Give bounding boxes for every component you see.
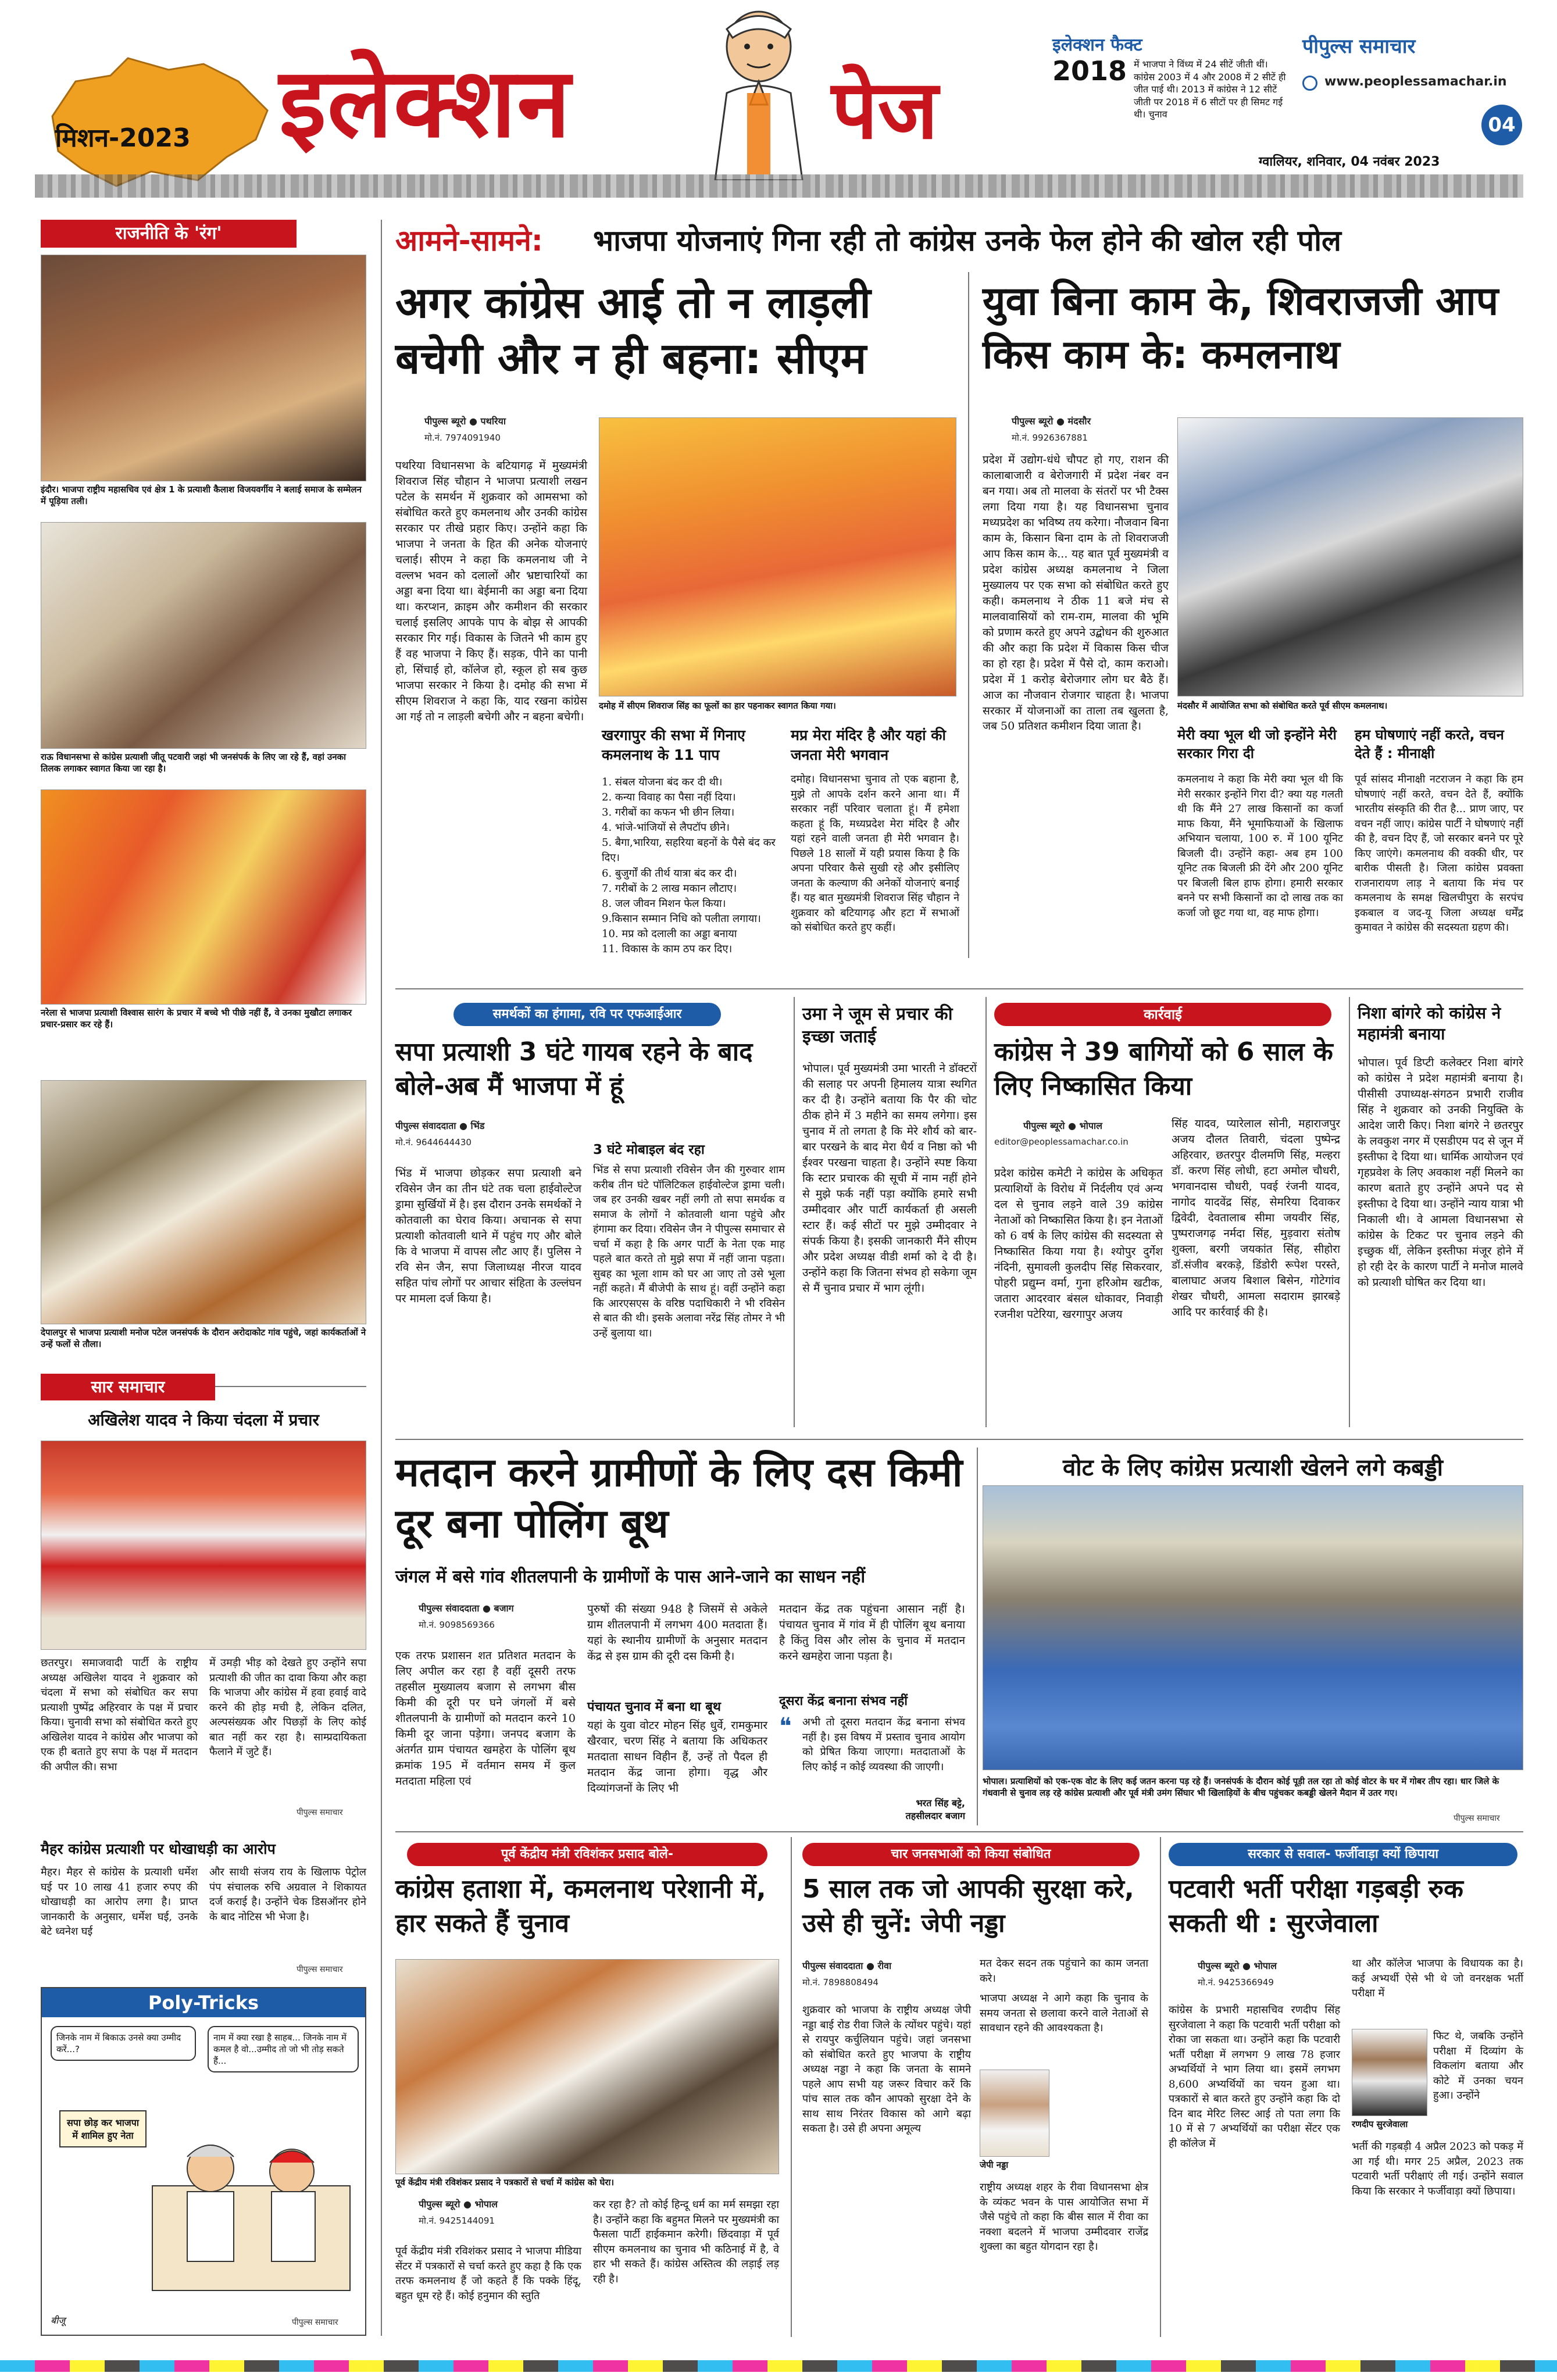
cartoon-bubble-right: नाम में क्या रखा है साहब... जिनके नाम में कमल है वो...उम्मीद तो जो भी तोड़ सकते हैं... (208, 2026, 359, 2072)
maihar-text-col2: और साथी संजय राय के खिलाफ पेट्रोल पंप संचालक रुचि अग्रवाल ने शिकायत दर्ज कराई है। उन्होंने चेक डिसऑनर होने के बाद नोटिस भी भेजा है। (209, 1866, 366, 1923)
sidebar-photo-3 (41, 789, 366, 1005)
congress-email[interactable]: editor@peoplessamachar.co.in (994, 1137, 1129, 1147)
congress-headline: कांग्रेस ने 39 बागियों को 6 साल के लिए निष्कासित किया (994, 1037, 1333, 1102)
section-divider (395, 988, 1523, 989)
akhilesh-text-col1: छतरपुर। समाजवादी पार्टी के राष्ट्रीय अध्यक्ष अखिलेश यादव ने शुक्रवार को चंदला में सभा को संबोधित कर सपा प्रत्याशी पुष्पेंद्र अहिरवार के पक्ष में प्रचार किया। चुनावी सभा को संबोधित करते हुए अखिलेश यादव ने कांग्रेस और भाजपा को एक ही बताते हुए सपा के पक्ष में मतदान की अपील की। सभा (41, 1657, 198, 1773)
sidebar-caption-4: देपालपुर से भाजपा प्रत्याशी मनोज पटेल जनसंपर्क के दौरान अरोदाकोट गांव पहुंचे, जहां कार्यकर्ताओं ने उन्हें फलों से तौला। (41, 1327, 366, 1349)
cm-byline: पीपुल्स ब्यूरो ● पथरिया (424, 416, 506, 427)
polling-text-col2b: यहां के युवा वोटर मोहन सिंह धुर्वे, रामकुमार खैरवार, चरण सिंह ने बताया कि अधिकतर मतदाता साधन विहीन हैं, उन्हें तो पैदल ही मतदान केंद्र जाना होगा। वृद्ध और दिव्यांगजनों के लिए भी (587, 1719, 767, 1795)
maihar-headline: मैहर कांग्रेस प्रत्याशी पर धोखाधड़ी का आरोप (41, 1841, 276, 1857)
patwari-text-col2a: था और कॉलेज भाजपा के विधायक का है। कई अभ्यर्थी ऐसे भी थे जो वनरक्षक भर्ती परीक्षा में (1352, 1957, 1523, 2000)
polling-text-col1: एक तरफ प्रशासन शत प्रतिशत मतदान के लिए अपील कर रहा है वहीं दूसरी तरफ तहसील मुख्यालय बजाग से लगभग बीस किमी की दूरी पर घने जंगलों में बसे शीतलपानी के ग्रामीणों को मतदान करने 10 किमी दूर जाना पड़ेगा। जनपद बजाग के अंतर्गत ग्राम पंचायत खमहेरा के पोलिंग बूथ क्रमांक 195 में वर्तमान समय में कुल मतदाता महिला एवं (395, 1649, 576, 1788)
quote-icon: ❝ (779, 1713, 792, 1740)
color-registration-bar (0, 2360, 1557, 2372)
list-item: 10. मप्र को दलाली का अड्डा बनाया (602, 927, 737, 940)
congress-text-col1: प्रदेश कांग्रेस कमेटी ने कांग्रेस के अधिकृत प्रत्याशियों के विरोध में निर्दलीय एवं अन्य दल से चुनाव लड़ने वाले 39 कांग्रेस नेताओं को निष्कासित किया है। इन नेताओं को 6 वर्ष के लिए कांग्रेस की सदस्यता से निष्कासित किया गया है। श्योपुर दुर्गेश नंदिनी, सुमावली कुलदीप सिंह सिकरवार, पोहरी प्रद्युम्न वर्मा, गुना हरिओम खटीक, जतारा आदरवार बंसल धोकावर, निवाड़ी रजनीश पटेरिया, खरगापुर अजय (994, 1167, 1163, 1321)
nadda-text-col2b: भाजपा अध्यक्ष ने आगे कहा कि चुनाव के समय जनता से छलावा करने वाले नेताओं से सावधान रहने की आवश्यकता है। (980, 1992, 1148, 2035)
list-item: 1. संबल योजना बंद कर दी थी। (602, 776, 723, 788)
nadda-photo-label: जेपी नड्डा (980, 2160, 1009, 2170)
ravi-mobile: मो.नं. 9425144091 (419, 2215, 495, 2226)
kabaddi-source: पीपुल्स समाचार (1454, 1814, 1500, 1823)
cm-photo-caption: दमोह में सीएम शिवराज सिंह का फूलों का हार पहनाकर स्वागत किया गया। (599, 701, 836, 711)
section-divider (395, 1831, 1523, 1832)
poly-tricks-title: Poly-Tricks (42, 1988, 365, 2017)
list-item: 11. विकास के काम ठप कर दिए। (602, 943, 733, 956)
nadda-text-col2a: मत देकर सदन तक पहुंचाने का काम जनता करे। (980, 1957, 1148, 1985)
kamalnath-byline: पीपुल्स ब्यूरो ● मंदसौर (1012, 416, 1091, 427)
cm-box2-title: मप्र मेरा मंदिर है और यहां की जनता मेरी भगवान (791, 727, 946, 763)
sp-body-text: भिंड में भाजपा छोड़कर सपा प्रत्याशी बने रविसेन जैन का तीन घंटे तक चला हाईवोल्टेज ड्रामा सुर्खियों में है। इस दौरान उनके समर्थकों ने कोतवाली का घेराव किया। अचानक से सपा प्रत्याशी कोतवाली थाने में पहुंच गए और बोले कि वे भाजपा में वापस लौट आए हैं। पुलिस ने रवि सेन जैन, सपा जिलाध्यक्ष नीरज यादव सहित पांच लोगों पर आचार संहिता के उल्लंघन पर मामला दर्ज किया है। (395, 1167, 581, 1305)
akhilesh-source: पीपुल्स समाचार (297, 1808, 343, 1817)
row3 (395, 1448, 1523, 1831)
top-story-kicker: आमने-सामने: (395, 224, 543, 258)
dateline: ग्वालियर, शनिवार, 04 नवंबर 2023 (1259, 155, 1440, 169)
ravi-headline: कांग्रेस हताशा में, कमलनाथ परेशानी में, हार सकते हैं चुनाव (395, 1874, 766, 1939)
masthead-title-part1: इलेक्शन (279, 47, 572, 159)
cm-box1-list (602, 775, 776, 957)
polling-mobile: मो.नं. 9098569366 (419, 1620, 495, 1630)
cm-headline: अगर कांग्रेस आई तो न लाड़ली बचेगी और न ही बहना: सीएम (395, 278, 871, 384)
divider (215, 1386, 366, 1387)
top-story (395, 220, 1523, 975)
sp-headline: सपा प्रत्याशी 3 घंटे गायब रहने के बाद बोले-अब मैं भाजपा में हूं (395, 1037, 753, 1102)
cm-box2-text: दमोह। विधानसभा चुनाव तो एक बहाना है, मुझे तो आपके दर्शन करने आना था। मैं सरकार नहीं परिवार चलाता हूं। मैं हमेशा कहता हूं कि, मध्यप्रदेश मेरा मंदिर है और यहां रहने वाली जनता ही मेरी भगवान है। पिछले 18 सालों में यही प्रयास किया है कि अपना परिवार कैसे सुखी रहे और इसीलिए जनता के कल्याण की अनेकों योजनाएं बनाई हैं। यह बात मुख्यमंत्री शिवराज सिंह चौहान ने शुक्रवार को बटियागढ़ और हटा में सभाओं को संबोधित करते हुए कहीं। (791, 773, 959, 934)
kamalnath-box2-title: हम घोषणाएं नहीं करते, वचन देते हैं : मीनाक्षी (1355, 727, 1504, 762)
list-item: 2. कन्या विवाह का पैसा नहीं दिया। (602, 791, 736, 804)
polling-subhead-2: दूसरा केंद्र बनाना संभव नहीं (779, 1694, 908, 1709)
cm-photo (599, 417, 956, 696)
ravi-text-col2: कर रहा है? तो कोई हिन्दू धर्म का मर्म समझा रहा है। उन्होंने कहा कि बहुमत मिलने पर मुख्यमंत्री का फैसला पार्टी हाईकमान करेगी। छिंदवाड़ा में पूर्व सीएम कमलनाथ का चुनाव भी कठिनाई में है, वे हार भी सकते हैं। कांग्रेस अस्तित्व की लड़ाई लड़ रही है। (593, 2199, 779, 2285)
kamalnath-box1-text: कमलनाथ ने कहा कि मेरी क्या भूल थी कि मेरी सरकार इन्होंने गिरा दी? क्या यह गलती थी कि मैंने 27 लाख किसानों का कर्जा माफ किया, मैंने भूमाफियाओं के खिलाफ अभियान चलाया, 100 रु. में 100 यूनिट बिजली दी। उन्होंने कहा- अब हम 100 यूनिट तक बिजली फ्री देंगे और 200 यूनिट पर बिजली बिल हाफ होगा। हमारी सरकार बनने पर सभी किसानों का दो लाख तक का कर्जा जो छूट गया था, वह माफ होगा। (1177, 773, 1343, 919)
column-divider (1160, 1837, 1161, 2337)
cartoon-drawing (147, 2104, 362, 2302)
cm-mobile: मो.नं. 7974091940 (424, 433, 501, 443)
patwari-byline: पीपुल्स ब्यूरो ● भोपाल (1198, 1960, 1277, 1971)
list-item: 7. गरीबों के 2 लाख मकान लौटाए। (602, 882, 737, 895)
column-divider (794, 997, 795, 1427)
sidebar-section-title: राजनीति के 'रंग' (41, 220, 297, 248)
cartoon-bubble-left: जिनके नाम में बिकाऊ उनसे क्या उम्मीद करें...? (51, 2026, 196, 2061)
akhilesh-photo (41, 1441, 366, 1650)
column-divider (968, 272, 969, 958)
patwari-text-col2b: फिट थे, जबकि उन्होंने परीक्षा में दिव्यांग के विकलांग बताया और कोटे में उनका चयन हुआ। उन्होंने (1433, 2030, 1523, 2102)
crowd-silhouette-strip (35, 174, 1523, 198)
polling-subhead-1: पंचायत चुनाव में बना था बूथ (587, 1700, 721, 1714)
sidebar-photo-4 (41, 1080, 366, 1324)
cartoon-source: पीपुल्स समाचार (292, 2318, 338, 2327)
mission-badge: मिशन-2023 (55, 123, 191, 153)
list-item: 9.किसान सम्मान निधि को पलीता लगाया। (602, 912, 761, 925)
nadda-text-col2c: राष्ट्रीय अध्यक्ष शहर के रीवा विधानसभा क्षेत्र के व्यंकट भवन के पास आयोजित सभा में जैसे पहुंचे तो कहा कि बीस साल में रीवा का नक्शा बदलने में भाजपा उम्मीदवार राजेंद्र शुक्ला का बहुत योगदान रहा है। (980, 2181, 1148, 2253)
kabaddi-photo (983, 1485, 1523, 1770)
ravi-byline: पीपुल्स ब्यूरो ● भोपाल (419, 2199, 498, 2210)
sidebar-photo-2 (41, 522, 366, 749)
masthead (0, 0, 1557, 198)
nadda-photo (980, 2070, 1049, 2157)
sp-subhead: 3 घंटे मोबाइल बंद रहा (593, 1142, 705, 1157)
kamalnath-box2-text: पूर्व सांसद मीनाक्षी नटराजन ने कहा कि हम घोषणाएं नहीं करते, वचन देते हैं, क्योंकि भारतीय संस्कृति की रीत है... प्राण जाए, पर वचन नहीं जाए। कांग्रेस पार्टी ने घोषणाएं नहीं की है, वचन दिए हैं, जो सरकार बनने पर पूरे किए जाएंगे। कमलनाथ की वक्की धीर, पर बारीक पीसती है। जिला कांग्रेस प्रवक्ता राजनारायण लाड़ ने बताया कि मंच पर कमलनाथ के समक्ष खिलचीपुरा के सरपंच इकबाल व जद-यू जिला अध्यक्ष धर्मेंद्र कुमावत ने कांग्रेस की सदस्यता ग्रहण की। (1355, 773, 1523, 934)
patwari-headline: पटवारी भर्ती परीक्षा गड़बड़ी रुक सकती थी : सुरजेवाला (1169, 1874, 1463, 1939)
kamalnath-headline: युवा बिना काम के, शिवराजजी आप किस काम के: कमलनाथ (983, 278, 1499, 378)
kabaddi-caption: भोपाल। प्रत्याशियों को एक-एक वोट के लिए कई जतन करना पड़ रहे हैं। जनसंपर्क के दौरान कोई पूड़ी तल रहा तो कोई वोटर के घर में गोबर तीप रहा। धार जिले के गंधवानी से चुनाव लड़ रहे कांग्रेस प्रत्याशी और पूर्व मंत्री उमंग सिंघार भी खिलाड़ियों के बीच पहुंचकर कबड्डी खेलने मैदान में उतर गए। (983, 1776, 1499, 1798)
row2 (395, 997, 1523, 1439)
polling-quote: अभी तो दूसरा मतदान केंद्र बनाना संभव नहीं है। इस विषय में प्रस्ताव चुनाव आयोग को प्रेषित किया जाएगा। मतदाताओं के लिए कोई न कोई व्यवस्था की जाएगी। (802, 1716, 965, 1773)
election-fact-text: में भाजपा ने विंध्य में 24 सीटें जीती थीं। कांग्रेस 2003 में 4 और 2008 में 2 सीटें ही जीत पाई थी। 2013 में कांग्रेस ने 12 सीटें जीती पर 2018 में 6 सीटों पर ही सिमट गई थी। चुनाव (1134, 59, 1286, 120)
kabaddi-headline: वोट के लिए कांग्रेस प्रत्याशी खेलने लगे कबड्डी (1063, 1455, 1443, 1481)
polling-headline: मतदान करने ग्रामीणों के लिए दस किमी दूर बना पोलिंग बूथ (395, 1450, 963, 1548)
page-number: 04 (1481, 105, 1522, 145)
kamalnath-body-text: प्रदेश में उद्योग-धंधे चौपट हो गए, राशन की कालाबाजारी व बेरोजगारी में प्रदेश नंबर वन बन गया। अब तो मालवा के संतरों पर भी टैक्स लगा दिया गया है। यह विधानसभा चुनाव मध्यप्रदेश का भविष्य तय करेगा। नौजवान बिना काम के, किसान बिना दाम के तो शिवराजजी आप किस काम के... यह बात पूर्व मुख्यमंत्री व प्रदेश कांग्रेस अध्यक्ष कमलनाथ ने जिला मुख्यालय पर एक सभा को संबोधित करते हुए कही। कमलनाथ ने ठीक 11 बजे मंच से मालवावासियों को राम-राम, मालवा की भूमि को प्रणाम करते हुए अपने उद्बोधन की शुरुआत की और कहा कि प्रदेश में विकास किस चीज का हो रहा है। प्रदेश में पैसे दो, काम कराओ। प्रदेश में 1 करोड़ बेरोजगार लोग घर बैठे हैं। आज का नौजवान रोजगार चाहता है। भाजपा सरकार में योजनाओं का ताला तब खुलता है, जब 50 प्रतिशत कमीशन दिया जाता है। (983, 453, 1169, 733)
sidebar-caption-1: इंदौर। भाजपा राष्ट्रीय महासचिव एवं क्षेत्र 1 के प्रत्याशी कैलाश विजयवर्गीय ने बलाई समाज के सम्मेलन में पूड़िया तली। (41, 484, 362, 506)
ravi-photo (395, 1959, 779, 2174)
sp-mobile: मो.नं. 9644644430 (395, 1137, 472, 1148)
polling-quote-by: भरत सिंह बट्टे, तहसीलदार बजाग (905, 1797, 965, 1821)
column-divider (985, 997, 987, 1427)
polling-byline: पीपुल्स संवाददाता ● बजाग (419, 1603, 514, 1614)
saar-samachar-title: सार समाचार (41, 1374, 215, 1400)
polling-deck: जंगल में बसे गांव शीतलपानी के ग्रामीणों के पास आने-जाने का साधन नहीं (395, 1567, 866, 1587)
congress-kicker: कार्रवाई (994, 1003, 1331, 1026)
surjewala-photo (1352, 2029, 1427, 2116)
brand-name: पीपुल्स समाचार (1302, 35, 1416, 58)
nadda-kicker: चार जनसभाओं को किया संबोधित (802, 1843, 1140, 1866)
ravi-text-col1: पूर्व केंद्रीय मंत्री रविशंकर प्रसाद ने भाजपा मीडिया सेंटर में पत्रकारों से चर्चा करते हुए कहा है कि एक तरफ कमलनाथ हैं जो कहते हैं कि पक्के हिंदू, बहुत धूम रहे हैं। कोई हनुमान की स्तुति (395, 2245, 581, 2302)
globe-icon (1302, 76, 1317, 91)
column-divider (791, 1837, 792, 2337)
maihar-text-col1: मैहर। मैहर से कांग्रेस के प्रत्याशी धर्मेश घई पर 10 लाख 41 हजार रुपए की धोखाधड़ी का आरोप लगा है। प्राप्त जानकारी के अनुसार, धर्मेश घई, उनके बेटे ध्वनेश घई (41, 1866, 198, 1938)
maihar-source: पीपुल्स समाचार (297, 1965, 343, 1974)
kamalnath-mobile: मो.नं. 9926367881 (1012, 433, 1088, 443)
cm-body-text: पथरिया विधानसभा के बटियागढ़ में मुख्यमंत्री शिवराज सिंह चौहान ने भाजपा प्रत्याशी लखन पटेल के समर्थन में शुक्रवार को आमसभा को संबोधित करते हुए कमलनाथ और उनकी कांग्रेस सरकार पर तीखे प्रहार किए। उन्होंने कहा कि भाजपा ने जनता के हित की अनेक योजनाएं चलाई। सीएम ने कहा कि कमलनाथ जी ने वल्लभ भवन को दलालों और भ्रष्टाचारियों का अड्डा बना दिया था। बेईमानी का अड्डा बना दिया था। करप्शन, क्राइम और कमीशन की सरकार चलाई इसलिए आपके पाप के बोझ से आपकी सरकार गिर गई। विकास के जितने भी काम हुए हैं वह भाजपा ने किए हैं। सड़क, पीने का पानी हो, सिंचाई हो, कॉलेज हो, स्कूल हो सब कुछ भाजपा सरकार ने किया है। दमोह की सभा में सीएम शिवराज ने कहा कि, याद रखना कांग्रेस आ गई तो न लाड़ली बचेगी और न बहना बचेगी। (395, 459, 587, 723)
list-item: 3. गरीबों का कफन भी छीन लिया। (602, 806, 735, 819)
ravi-kicker: पूर्व केंद्रीय मंत्री रविशंकर प्रसाद बोले- (407, 1843, 767, 1866)
list-item: 8. जल जीवन मिशन फेल किया। (602, 897, 726, 910)
polling-text-col2a: पुरुषों की संख्या 948 है जिसमें से अकेले ग्राम शीतलपानी में लगभग 400 मतदाता हैं। यहां के स्थानीय ग्रामीणों के अनुसार मतदान केंद्र से इस ग्राम की दूरी दस किमी है। (587, 1603, 767, 1663)
patwari-mobile: मो.नं. 9425366949 (1198, 1977, 1274, 1988)
patwari-text-col1: कांग्रेस के प्रभारी महासचिव रणदीप सिंह सुरजेवाला ने कहा कि पटवारी भर्ती परीक्षा को रोका जा सकता था। उन्होंने कहा कि पटवारी भर्ती परीक्षा में लगभग 9 लाख 78 हजार अभ्यर्थियों ने भाग लिया था। इसमें लगभग 8,600 अभ्यर्थियों का चयन हुआ था। पत्रकारों से बात करते हुए उन्होंने कहा कि दो दिन बाद मेरिट लिस्ट आई तो पता लगा कि 10 में से 7 अभ्यर्थियों का परीक्षा सेंटर एक ही कॉलेज में (1169, 2004, 1340, 2150)
nadda-headline: 5 साल तक जो आपकी सुरक्षा करे, उसे ही चुनें: जेपी नड्डा (802, 1874, 1134, 1939)
patwari-text-col2c: भर्ती की गड़बड़ी 4 अप्रैल 2023 को पकड़ में आ गई थी। मगर 25 अप्रैल, 2023 तक पटवारी भर्ती परीक्षाएं ली गई। उन्होंने सवाल किया कि सरकार ने फर्जीवाड़ा क्यों छिपाया। (1352, 2140, 1523, 2197)
poly-tricks-panel (41, 1987, 366, 2336)
kamalnath-photo (1177, 417, 1523, 696)
nadda-text-col1: शुक्रवार को भाजपा के राष्ट्रीय अध्यक्ष जेपी नड्डा बाई रोड रीवा जिले के त्योंथर पहुंचे। यहां से रायपुर कर्चुलियान पहुंचे। जहां जनसभा को संबोधित करते हुए भाजपा के राष्ट्रीय अध्यक्ष नड्डा ने कहा कि जनता के सामने पहले आप सभी यह जरूर विचार करें कि पांच साल तक कौन आपको सुरक्षा देने के साथ साथ निरंतर विकास को आगे बढ़ा सकता है। उसे ही अपना अमूल्य (802, 2004, 971, 2135)
sp-kicker: समर्थकों का हंगामा, रवि पर एफआईआर (453, 1003, 721, 1026)
cartoonist-signature: बीजू (51, 2315, 66, 2326)
nisha-body-text: भोपाल। पूर्व डिप्टी कलेक्टर निशा बांगरे को कांग्रेस ने प्रदेश महामंत्री बनाया है। पीसीसी उपाध्यक्ष-संगठन प्रभारी राजीव सिंह ने शुक्रवार को उनकी नियुक्ति के आदेश जारी किए। निशा बांगरे ने छतरपुर के लवकुश नगर में एसडीएम पद से जून में इस्तीफा दे दिया था। धार्मिक आयोजन एवं गृहप्रवेश के लिए अवकाश नहीं मिलने का कारण बताते हुए उन्होंने अपने पद से इस्तीफा दे दिया था। उन्होंने न्याय यात्रा भी निकाली थी। वे आमला विधानसभा से कांग्रेस के टिकट पर चुनाव लड़ने की इच्छुक थीं, लेकिन इस्तीफा मंजूर होने में हो रही देर के कारण पार्टी ने मनोज मालवे को प्रत्याशी घोषित कर दिया था। (1358, 1056, 1523, 1289)
sidebar-photo-1 (41, 255, 366, 481)
uma-body-text: भोपाल। पूर्व मुख्यमंत्री उमा भारती ने डॉक्टरों की सलाह पर अपनी हिमालय यात्रा स्थगित कर दी है। उन्होंने बताया कि पैर की चोट ठीक होने में 3 महीने का समय लगेगा। इस चुनाव में तो लगता है कि मेरे शौर्य को बार-बार परखने के बाद मेरा धैर्य व निष्ठा को भी ईश्वर परखना चाहता है। उन्होंने स्पष्ट किया कि स्टार प्रचारक की सूची में नाम नहीं होने से मुझे फर्क नहीं पड़ा क्योंकि हमारे सभी उम्मीदवार और पार्टी कार्यकर्ता ही असली स्टार हैं। कई सीटों पर मुझे उम्मीदवार ने संपर्क किया है। इसकी जानकारी मैंने सीएम और प्रदेश अध्यक्ष वीडी शर्मा को दे दी है। उन्होंने कहा कि जितना संभव हो सकेगा जूम से मैं चुनाव प्रचार में भाग लूंगी। (802, 1062, 977, 1295)
sidebar-caption-2: राऊ विधानसभा से कांग्रेस प्रत्याशी जीतू पटवारी जहां भी जनसंपर्क के लिए जा रहे हैं, वहां उनका तिलक लगाकर स्वागत किया जा रहा है। (41, 752, 347, 774)
masthead-title-part2: पेज (831, 63, 938, 158)
cartoon-sign: सपा छोड़ कर भाजपा में शामिल हुए नेता (59, 2110, 147, 2147)
list-item: 4. भांजे-भांजियों से लैपटॉप छीने। (602, 821, 730, 834)
list-item: 6. बुजुर्गों की तीर्थ यात्रा बंद कर दी। (602, 867, 737, 880)
section-divider (395, 1439, 1523, 1440)
akhilesh-text-col2: में उमड़ी भीड़ को देखते हुए उन्होंने सपा प्रत्याशी की जीत का दावा किया और कहा कि भाजपा और कांग्रेस में हवा हवाई वादे करने की होड़ मची है, लेकिन दलित, अल्पसंख्यक और पिछड़ों के लिए कोई बात नहीं कर रहा है। साम्प्रदायिकता फैलाने में जुटे हैं। (209, 1657, 366, 1759)
akhilesh-headline: अखिलेश यादव ने किया चंदला में प्रचार (88, 1410, 319, 1430)
kamalnath-box1-title: मेरी क्या भूल थी जो इन्होंने मेरी सरकार गिरा दी (1177, 727, 1337, 762)
website-url[interactable]: www.peoplessamachar.in (1324, 74, 1507, 89)
election-fact-title: इलेक्शन फैक्ट (1052, 35, 1142, 55)
nadda-byline: पीपुल्स संवाददाता ● रीवा (802, 1960, 892, 1971)
congress-text-col2: सिंह यादव, प्यारेलाल सोनी, महाराजपुर अजय दौलत तिवारी, चंदला पुष्पेन्द्र अहिरवार, छतरपुर दीलमणि सिंह, मल्हरा डॉ. करण सिंह लोधी, हटा अमोल चौधरी, भगवानदास चौधरी, पवई रंजनी यादव, नागोद यादवेंद्र सिंह, सेमरिया दिवाकर द्विवेदी, देवतालाब सीमा जयवीर सिंह, पुष्पराजगढ़ नर्मदा सिंह, मुड़वारा संतोष शुक्ला, बरगी जयकांत सिंह, सीहोरा डॉ.संजीव बरकड़े, डिंडोरी रूपेश परस्ते, बालाघाट अजय बिशाल बिसेन, गोटेगांव शेखर चौधरी, आमला सदाराम झारबड़े आदि पर कार्रवाई की है। (1172, 1117, 1340, 1318)
congress-byline: पीपुल्स ब्यूरो ● भोपाल (1023, 1120, 1103, 1131)
cm-box1-title: खरगापुर की सभा में गिनाए कमलनाथ के 11 पाप (602, 727, 745, 763)
top-story-headline: भाजपा योजनाएं गिना रही तो कांग्रेस उनके फेल होने की खोल रही पोल (593, 224, 1341, 258)
surjewala-photo-label: रणदीप सुरजेवाला (1352, 2119, 1408, 2129)
nisha-headline: निशा बांगरे को कांग्रेस ने महामंत्री बनाया (1358, 1003, 1501, 1044)
election-fact-year: 2018 (1052, 55, 1127, 87)
sidebar (41, 220, 366, 2342)
sidebar-caption-3: नरेला से भाजपा प्रत्याशी विश्वास सारंग के प्रचार में बच्चे भी पीछे नहीं हैं, वे उनका मुखौटा लगाकर प्रचार-प्रसार कर रहे हैं। (41, 1007, 352, 1030)
nadda-mobile: मो.नं. 7898808494 (802, 1977, 879, 1988)
sp-byline: पीपुल्स संवाददाता ● भिंड (395, 1120, 485, 1131)
polling-text-col3a: मतदान केंद्र तक पहुंचना आसान नहीं है। पंचायत चुनाव में गांव में ही पोलिंग बूथ बनाया है किंतु विस और लोस के चुनाव में मतदान करने खमहेरा जाना पड़ता है। (779, 1603, 965, 1663)
column-divider (381, 220, 382, 2336)
namaste-figure-graphic (692, 6, 826, 180)
uma-headline: उमा ने जूम से प्रचार की इच्छा जताई (802, 1004, 953, 1047)
patwari-kicker: सरकार से सवाल- फर्जीवाड़ा क्यों छिपाया (1169, 1843, 1517, 1866)
column-divider (977, 1448, 978, 1825)
sp-subhead-text: भिंड से सपा प्रत्याशी रविसेन जैन की गुरुवार शाम करीब तीन घंटे पॉलिटिकल हाईवोल्टेज ड्रामा चली। जब हर उनकी खबर नहीं लगी तो सपा समर्थक व समाज के लोगों ने कोतवाली थाना पहुंचे और हंगामा कर दिया। रविसेन जैन ने पीपुल्स समाचार से चर्चा में कहा है कि अगर पार्टी के नेता एक माह पहले बात करते तो मुझे सपा में नहीं जाना पड़ता। सुबह का भूला शाम को घर आ जाए तो उसे भूला नहीं कहते। मैं बीजेपी के साथ हूं। वहीं उन्होंने कहा कि आरएसएस के वरिष्ठ पदाधिकारी ने भी रविसेन से बात की थी। इसके अलावा नरेंद्र सिंह तोमर ने भी उन्हें बुलाया था। (593, 1164, 785, 1340)
ravi-photo-caption: पूर्व केंद्रीय मंत्री रविशंकर प्रसाद ने पत्रकारों से चर्चा में कांग्रेस को घेरा। (395, 2177, 615, 2188)
list-item: 5. बैगा,भारिया, सहरिया बहनों के पैसे बंद कर दिए। (602, 837, 776, 864)
column-divider (1349, 997, 1350, 1427)
kamalnath-photo-caption: मंदसौर में आयोजित सभा को संबोधित करते पूर्व सीएम कमलनाथ। (1177, 701, 1388, 711)
row4 (395, 1837, 1523, 2343)
